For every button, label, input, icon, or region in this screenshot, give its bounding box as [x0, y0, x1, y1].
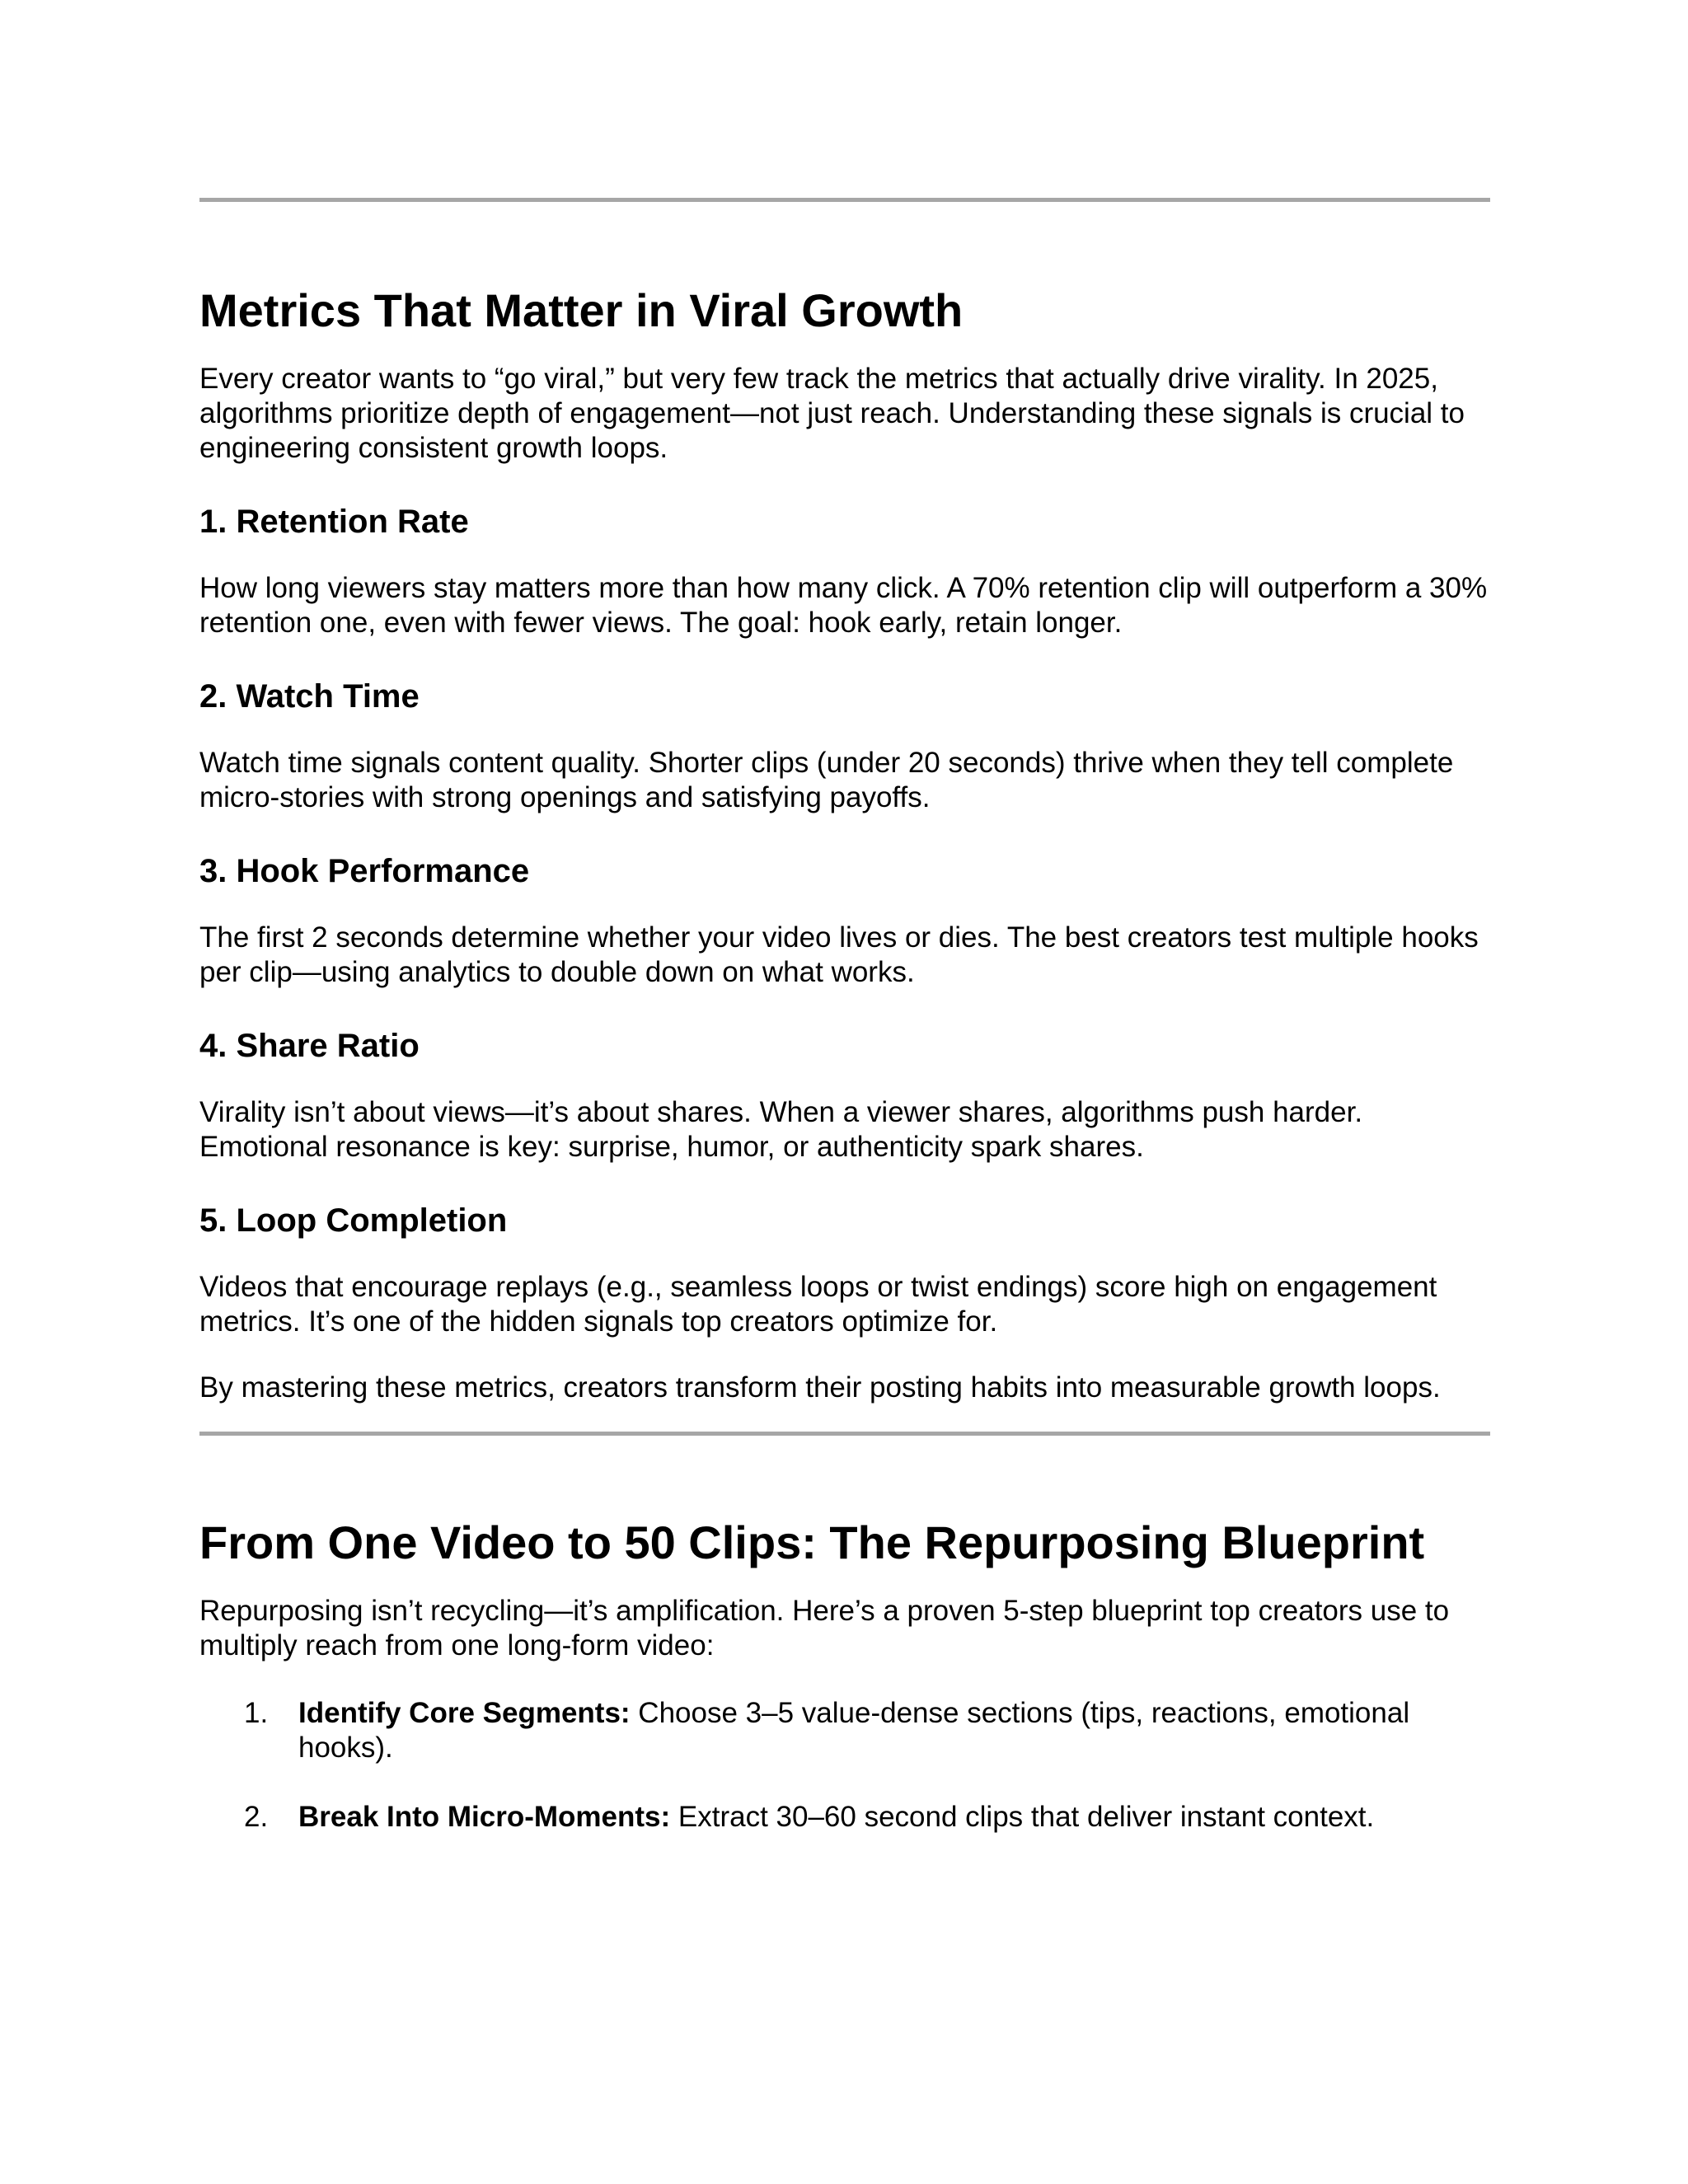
- metric-heading-share-ratio: 4. Share Ratio: [199, 1028, 420, 1064]
- blueprint-step: [199, 1800, 1490, 1835]
- section-title-repurposing: From One Video to 50 Clips: The Repurposing Blueprint: [199, 1516, 1425, 1568]
- blueprint-steps-list: [199, 1696, 1490, 1835]
- metric-heading-loop-completion: 5. Loop Completion: [199, 1202, 508, 1239]
- step-text: Choose 3–5 value-dense sections (tips, reactions, emotional hooks).: [298, 1697, 1410, 1764]
- metric-body-retention-rate: How long viewers stay matters more than how many click. A 70% retention clip will outperform a 30% retention one, even with fewer views. The goal: hook early, retain longer.: [199, 572, 1488, 639]
- step-label: Break Into Micro-Moments:: [298, 1801, 671, 1833]
- repurposing-intro-paragraph: Repurposing isn’t recycling—it’s amplification. Here’s a proven 5-step blueprint top creators use to multiply reach from one long-form video:: [199, 1595, 1450, 1661]
- metric-body-share-ratio: Virality isn’t about views—it’s about shares. When a viewer shares, algorithms push harder. Emotional resonance is key: surprise, humor, or authenticity spark shares.: [199, 1096, 1363, 1163]
- step-number: 2.: [244, 1801, 269, 1833]
- step-number: 1.: [244, 1697, 269, 1729]
- metric-heading-hook-performance: 3. Hook Performance: [199, 853, 530, 889]
- step-text: Extract 30–60 second clips that deliver instant context.: [670, 1801, 1375, 1833]
- document-page: [199, 198, 1490, 1835]
- metric-heading-retention-rate: 1. Retention Rate: [199, 504, 469, 540]
- metric-body-hook-performance: The first 2 seconds determine whether your video lives or dies. The best creators test multiple hooks per clip—using analytics to double down on what works.: [199, 921, 1479, 988]
- metrics-conclusion-paragraph: By mastering these metrics, creators transform their posting habits into measurable growth loops.: [199, 1371, 1441, 1404]
- blueprint-step: [199, 1696, 1490, 1765]
- metric-body-loop-completion: Videos that encourage replays (e.g., seamless loops or twist endings) score high on engagement metrics. It’s one of the hidden signals top creators optimize for.: [199, 1271, 1437, 1338]
- section-title-metrics: Metrics That Matter in Viral Growth: [199, 284, 964, 336]
- metric-body-watch-time: Watch time signals content quality. Shorter clips (under 20 seconds) thrive when they tell complete micro-stories with strong openings and satisfying payoffs.: [199, 747, 1454, 813]
- top-divider: [199, 198, 1490, 202]
- metrics-intro-paragraph: Every creator wants to “go viral,” but very few track the metrics that actually drive virality. In 2025, algorithms prioritize depth of engagement—not just reach. Understanding these signals is crucial to engineering consistent growth loops.: [199, 363, 1465, 464]
- metric-heading-watch-time: 2. Watch Time: [199, 678, 420, 715]
- section-divider: [199, 1432, 1490, 1436]
- step-label: Identify Core Segments:: [298, 1697, 631, 1729]
